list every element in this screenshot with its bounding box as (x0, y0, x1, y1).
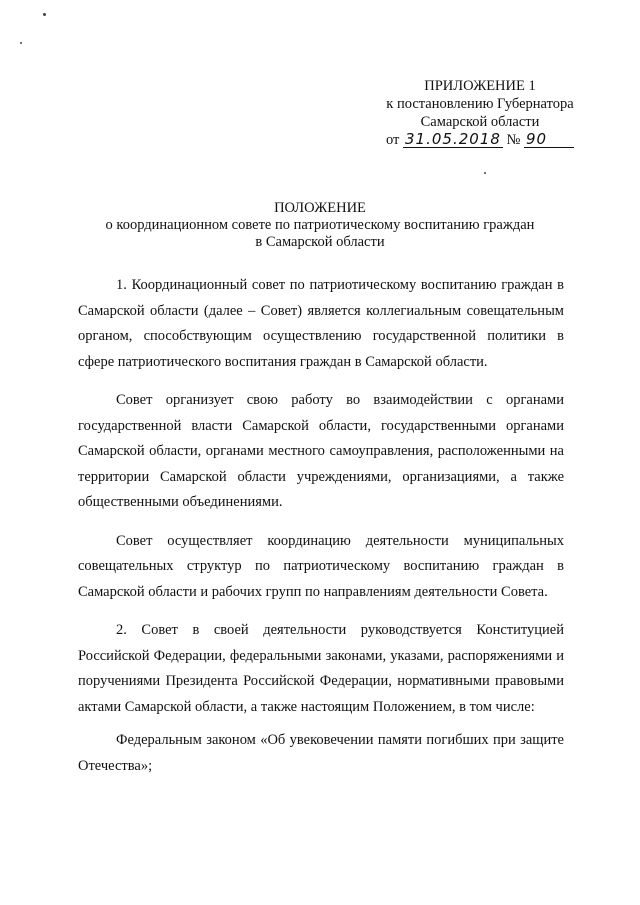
appendix-title: ПРИЛОЖЕНИЕ 1 (424, 78, 536, 94)
paragraph: Совет организует свою работу во взаимодействии с органами государственной власти Самарской области, государственными органами Самарской области, органами местного самоуправления, расположенными на территории Самарской области учреждениями, организациями, а также общественными объединениями. (78, 392, 564, 510)
date-prefix: от (385, 132, 400, 148)
paragraph: 2. Совет в своей деятельности руководствуется Конституцией Российской Федерации, федеральными законами, указами, распоряжениями и поручениями Президента Российской Федерации, нормативными правовыми актами Самарской области, а также настоящим Положением, в том числе: (78, 622, 564, 715)
paragraph: 1. Координационный совет по патриотическому воспитанию граждан в Самарской области (далее – Совет) является коллегиальным совещательным органом, способствующим осуществлению государственной политики в сфере патриотического воспитания граждан в Самарской области. (78, 277, 564, 370)
document-subtitle-line2: в Самарской области (255, 234, 385, 250)
paragraph: Совет осуществляет координацию деятельности муниципальных совещательных структур по патриотическому воспитанию граждан в Самарской области и рабочих групп по направлениям деятельности Совета. (78, 532, 564, 600)
scan-speck (20, 42, 22, 44)
scan-speck (43, 13, 46, 16)
paragraph: Федеральным законом «Об увековечении памяти погибших при защите Отечества»; (78, 732, 564, 774)
appendix-line-decree: к постановлению Губернатора (386, 96, 574, 112)
appendix-block (360, 77, 600, 149)
document-heading (60, 200, 580, 251)
number-sign: № (506, 132, 521, 148)
document-body (78, 273, 564, 792)
appendix-date-number (360, 131, 600, 149)
document-subtitle-line1: о координационном совете по патриотическому воспитанию граждан (105, 217, 535, 233)
appendix-line-region: Самарской области (420, 114, 540, 130)
handwritten-number: 90 (524, 132, 574, 148)
scan-speck (484, 172, 486, 174)
handwritten-date: 31.05.2018 (405, 130, 501, 148)
document-title: ПОЛОЖЕНИЕ (274, 200, 366, 216)
